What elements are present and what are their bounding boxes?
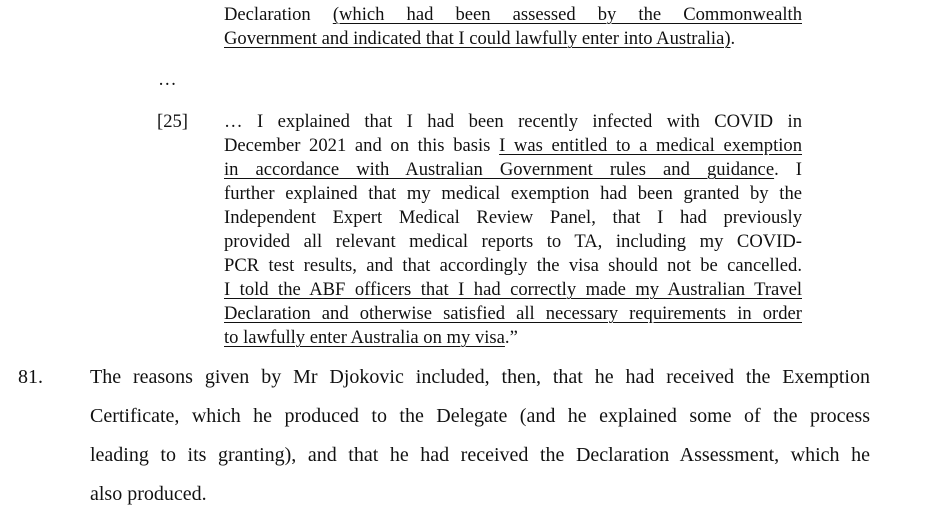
quote-underlined-text: Declaration and otherwise satisfied all necessary requirements in order <box>224 303 802 324</box>
quote-text: … I explained that I had been recently infected with COVID in <box>224 111 802 132</box>
quote-underlined-text: in accordance with Australian Government rules and guidance <box>224 159 775 180</box>
quote-underlined-text: (which had been assessed by the Commonwealth <box>332 4 802 25</box>
quote-line-1 <box>224 3 802 27</box>
quote-paragraph-number: [25] <box>157 111 188 132</box>
quote-text: December 2021 and on this basis <box>224 135 500 156</box>
paragraph-line: leading to its granting), and that he had received the Declaration Assessment, which he <box>90 444 870 466</box>
quote-line <box>224 206 802 230</box>
paragraph-line: Certificate, which he produced to the Delegate (and he explained some of the process <box>90 405 870 427</box>
quote-text: Declaration <box>224 4 333 25</box>
quote-line <box>224 134 802 158</box>
paragraph-line: The reasons given by Mr Djokovic included, then, that he had received the Exemption <box>90 366 870 388</box>
omission-ellipsis: … <box>158 69 177 90</box>
paragraph-line: also produced. <box>90 483 207 505</box>
quote-text: .” <box>504 327 518 348</box>
quote-text: further explained that my medical exemption had been granted by the <box>224 183 802 204</box>
quote-line <box>224 302 802 326</box>
quote-text: PCR test results, and that accordingly the visa should not be cancelled. <box>224 255 802 276</box>
paragraph-number: 81. <box>18 366 43 388</box>
quote-line <box>224 158 802 182</box>
quote-line <box>224 230 802 254</box>
quote-underlined-text: I told the ABF officers that I had correctly made my Australian Travel <box>224 279 802 300</box>
quote-line <box>224 254 802 278</box>
quote-line <box>224 110 802 134</box>
quote-text: provided all relevant medical reports to TA, including my COVID- <box>224 231 802 252</box>
quote-underlined-text: I was entitled to a medical exemption <box>499 135 802 156</box>
quote-underlined-text: Government and indicated that I could lawfully enter into Australia) <box>224 28 731 49</box>
quote-line-2 <box>224 27 802 51</box>
quote-line <box>224 326 802 350</box>
quote-text: Independent Expert Medical Review Panel, that I had previously <box>224 207 802 228</box>
quote-line <box>224 182 802 206</box>
quote-line <box>224 278 802 302</box>
quote-text: . I <box>774 159 802 180</box>
quote-text: . <box>730 28 736 49</box>
quote-underlined-text: to lawfully enter Australia on my visa <box>224 327 505 348</box>
